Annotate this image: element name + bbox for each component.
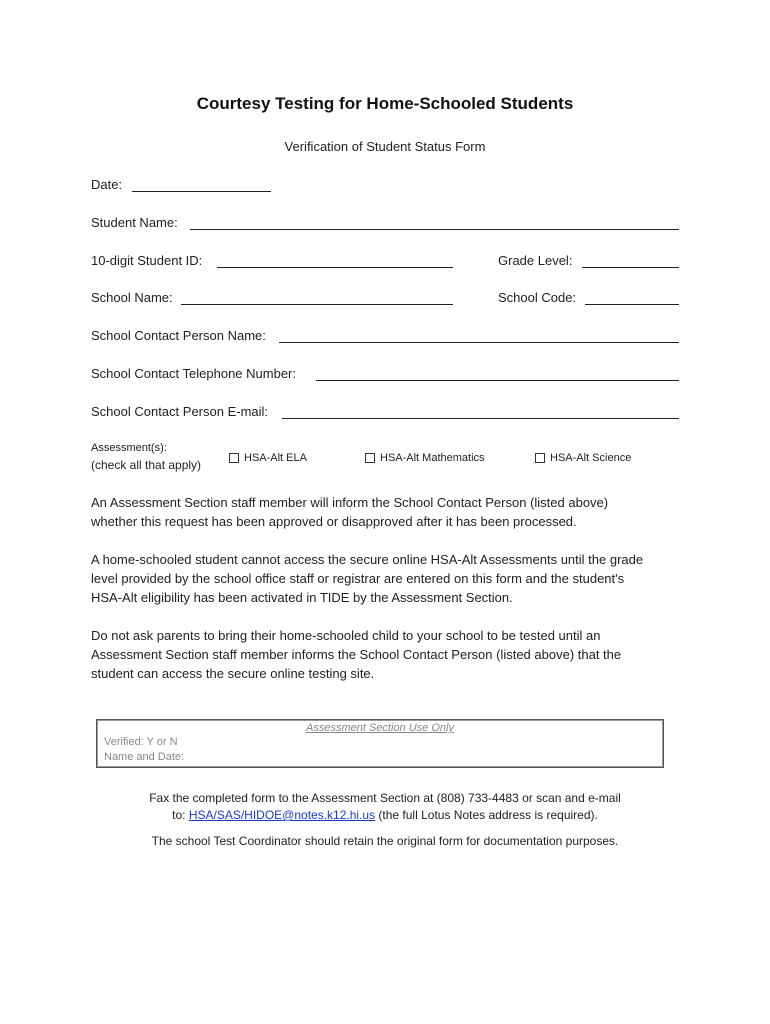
contact-email-label: School Contact Person E-mail: — [91, 404, 269, 419]
school-code-field[interactable] — [585, 304, 679, 305]
fax-instructions: Fax the completed form to the Assessment Section at (808) 733-4483 or scan and e-mail — [149, 791, 621, 805]
grade-level-label: Grade Level: — [498, 253, 573, 268]
paragraph-line: A home-schooled student cannot access the secure online HSA-Alt Assessments until the grade — [91, 552, 644, 567]
page-title: Courtesy Testing for Home-Schooled Students — [196, 94, 574, 113]
contact-phone-field[interactable] — [316, 380, 679, 381]
email-instructions — [0, 808, 770, 822]
paragraph-line: level provided by the school office staff or registrar are entered on this form and the student's — [91, 571, 625, 586]
paragraph-line: Assessment Section staff member informs the School Contact Person (listed above) that the — [91, 647, 622, 662]
name-date-field[interactable]: Name and Date: — [104, 751, 185, 763]
contact-email-field[interactable] — [282, 418, 679, 419]
retain-instructions: The school Test Coordinator should retain the original form for documentation purposes. — [151, 834, 619, 848]
school-name-field[interactable] — [181, 304, 453, 305]
paragraph-line: whether this request has been approved or disapproved after it has been processed. — [91, 514, 577, 529]
date-field[interactable] — [132, 191, 271, 192]
email-link[interactable]: HSA/SAS/HIDOE@notes.k12.hi.us — [188, 808, 376, 822]
verified-field[interactable]: Verified: Y or N — [104, 736, 178, 748]
assessments-hint: (check all that apply) — [91, 458, 202, 472]
contact-phone-label: School Contact Telephone Number: — [91, 366, 296, 381]
checkbox-hsa-alt-ela[interactable] — [229, 453, 239, 463]
student-id-field[interactable] — [217, 267, 453, 268]
contact-name-field[interactable] — [279, 342, 679, 343]
paragraph-line: An Assessment Section staff member will inform the School Contact Person (listed above) — [91, 495, 609, 510]
school-code-label: School Code: — [498, 290, 577, 305]
email-suffix: (the full Lotus Notes address is required). — [375, 808, 598, 822]
student-name-label: Student Name: — [91, 215, 178, 230]
access-paragraph — [91, 550, 691, 607]
paragraph-line: HSA-Alt eligibility has been activated in TIDE by the Assessment Section. — [91, 590, 513, 605]
email-prefix: to: — [172, 808, 189, 822]
student-name-field[interactable] — [190, 229, 679, 230]
school-name-label: School Name: — [91, 290, 173, 305]
checkbox-hsa-alt-science[interactable] — [535, 453, 545, 463]
date-label: Date: — [91, 177, 123, 192]
use-only-title: Assessment Section Use Only — [306, 722, 454, 734]
option-hsa-alt-science: HSA-Alt Science — [550, 452, 632, 464]
option-hsa-alt-mathematics: HSA-Alt Mathematics — [380, 452, 485, 464]
form-subtitle: Verification of Student Status Form — [284, 139, 486, 154]
grade-level-field[interactable] — [582, 267, 679, 268]
notification-paragraph — [91, 493, 691, 531]
student-id-label: 10-digit Student ID: — [91, 253, 203, 268]
paragraph-line: student can access the secure online testing site. — [91, 666, 375, 681]
checkbox-hsa-alt-mathematics[interactable] — [365, 453, 375, 463]
option-hsa-alt-ela: HSA-Alt ELA — [244, 452, 307, 464]
contact-name-label: School Contact Person Name: — [91, 328, 266, 343]
assessments-label: Assessment(s): — [91, 442, 167, 454]
paragraph-line: Do not ask parents to bring their home-schooled child to your school to be tested until an — [91, 628, 601, 643]
warning-paragraph — [91, 626, 691, 683]
assessment-section-use-box — [96, 719, 664, 768]
